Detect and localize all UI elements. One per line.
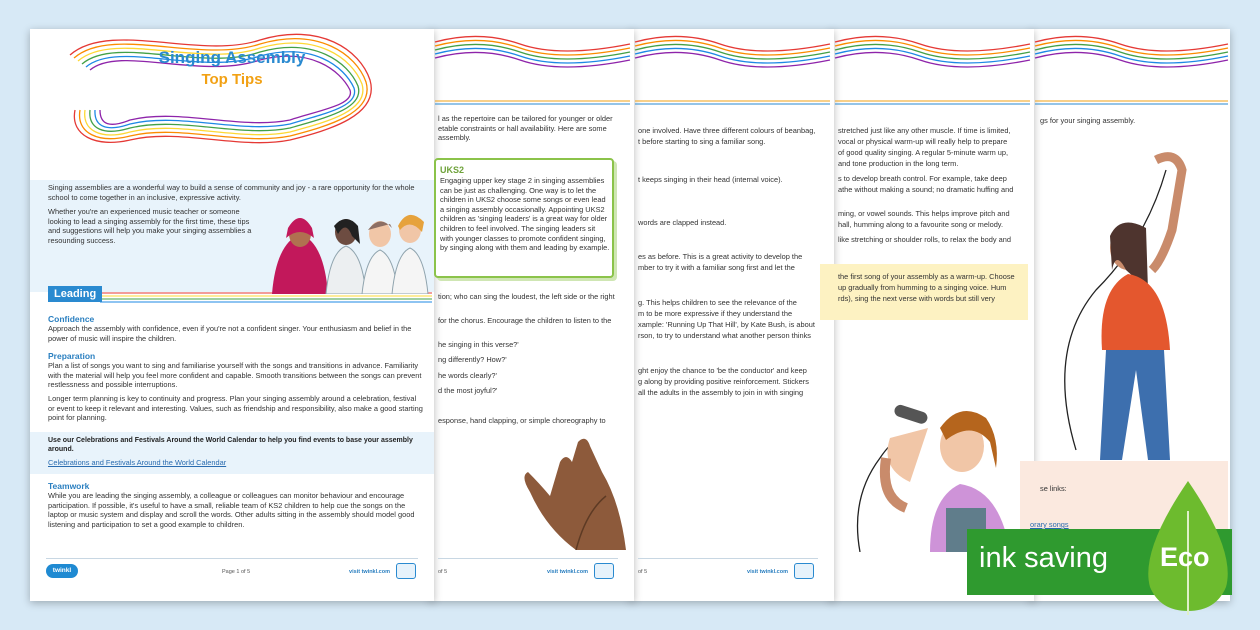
footer-url: visit twinkl.com (547, 569, 588, 575)
page3-line: t keeps singing in their head (internal voice). (638, 175, 783, 184)
ink-saving-text: ink saving (979, 542, 1108, 574)
intro-paragraph-1: Singing assemblies are a wonderful way to build a sense of community and joy - a rare opportunity for the whole school to come together in an inclusive, expressive activity. (48, 183, 415, 202)
warmup-tip-line: rds), sing the next verse with words but still very (838, 294, 995, 303)
page2-line: ng differently? How?' (438, 355, 507, 364)
quality-badge-icon (594, 563, 614, 579)
teamwork-text: While you are leading the singing assembly, a colleague or colleagues can monitor behaviour and encourage participation. If possible, it's useful to have a small, reliable team of KS2 children to help cue the songs on the laptop or music system and display and scroll the words. Other adults sitting in the assembly should model good listening and participation to set a good example to children. (48, 491, 415, 529)
page2-line: for the chorus. Encourage the children to listen to the (438, 316, 612, 325)
page1-footer (46, 558, 418, 580)
page4-line: s to develop breath control. For example, take deep (838, 174, 1007, 183)
page2-line: he words clearly?' (438, 371, 497, 380)
page3-line: words are clapped instead. (638, 218, 727, 227)
page-title: Singing Assembly (158, 48, 306, 67)
page-number: Page 1 of 5 (222, 569, 251, 575)
page4-line: stretched just like any other muscle. If time is limited, (838, 126, 1011, 135)
teamwork-heading: Teamwork (48, 481, 90, 491)
page2-intro-text: l as the repertoire can be tailored for younger or older etable constraints or hall availability. Here are some assembly. (438, 114, 613, 143)
quality-badge-icon (794, 563, 814, 579)
page2-line: d the most joyful?' (438, 386, 498, 395)
page4-line: athe without making a sound; no dramatic huffing and (838, 185, 1014, 194)
page2-line: tion; who can sing the loudest, the left side or the right (438, 292, 615, 301)
page4-line: like stretching or shoulder rolls, to relax the body and (838, 235, 1011, 244)
singing-children-illustration (262, 204, 432, 294)
page3-line: xample: 'Running Up That Hill', by Kate Bush, is about (638, 320, 815, 329)
page4-line: of good quality singing. A regular 5-minute warm up, (838, 148, 1009, 157)
boy-singing-illustration (1056, 150, 1216, 462)
contemporary-songs-link[interactable]: orary songs (1030, 520, 1069, 529)
page3-line: t before starting to sing a familiar song. (638, 137, 766, 146)
clapping-hands-illustration (516, 432, 632, 550)
page3-line: g. This helps children to see the relevance of the (638, 298, 797, 307)
warmup-tip-line: up gradually from humming to a singing voice. Hum (838, 283, 1007, 292)
quality-badge-icon (396, 563, 416, 579)
page-number: of 5 (638, 569, 648, 575)
page2-line: esponse, hand clapping, or simple choreography to (438, 416, 606, 425)
preparation-text-2: Longer term planning is key to continuity and progress. Plan your singing assembly around a celebration, festival or event to keep it relevant and interesting. Values, such as friendship and responsibility, also make a good starting point for planning. (48, 394, 423, 423)
warmup-tip-line: the first song of your assembly as a warm-up. Choose (838, 272, 1015, 281)
confidence-text: Approach the assembly with confidence, even if you're not a confident singer. Your enthusiasm and belief in the power of music will inspire the children. (48, 324, 412, 343)
links-label: se links: (1040, 484, 1067, 493)
preparation-heading: Preparation (48, 351, 96, 361)
page3-line: all the adults in the assembly to join in with singing (638, 388, 804, 397)
page-number: of 5 (438, 569, 448, 575)
page3-line: rson, to try to understand what another person thinks (638, 331, 811, 340)
page2-line: he singing in this verse?' (438, 340, 519, 349)
calendar-callout-text: Use our Celebrations and Festivals Around the World Calendar to help you find events to base your assembly around. (48, 437, 413, 453)
page3-line: m to be more expressive if they understand the (638, 309, 793, 318)
page3-line: mber to try it with a familiar song first and let the (638, 263, 795, 272)
page4-line: hall, humming along to a favourite song or melody. (838, 220, 1004, 229)
page3-footer (638, 558, 818, 580)
page4-line: vocal or physical warm-up will really help to prepare (838, 137, 1008, 146)
footer-url: visit twinkl.com (747, 569, 788, 575)
eco-text: Eco (1160, 542, 1210, 572)
leading-section-header: Leading (48, 286, 102, 302)
page4-line: and tone production in the long term. (838, 159, 959, 168)
twinkl-logo: twinkl (46, 564, 78, 578)
page4-line: ming, or vowel sounds. This helps improve pitch and (838, 209, 1010, 218)
page5-top-line: gs for your singing assembly. (1040, 116, 1136, 125)
page3-line: one involved. Have three different colours of beanbag, (638, 126, 816, 135)
preparation-text-1: Plan a list of songs you want to sing and familiarise yourself with the songs and transitions in advance. Familiarity with the material will help you feel more confident and capable. Smooth transitions between the songs can prevent restlessness and possible interruptions. (48, 361, 422, 390)
page3-line: es as before. This is a great activity to develop the (638, 252, 803, 261)
intro-paragraph-2: Whether you're an experienced music teacher or someone looking to lead a singing assembly for the first time, these tips and suggestions will help you make your singing assemblies a resounding success. (48, 207, 252, 245)
uks2-heading: UKS2 (440, 165, 465, 175)
page3-line: g along by providing positive reinforcement. Stickers (638, 377, 809, 386)
confidence-heading: Confidence (48, 314, 95, 324)
page2-footer (438, 558, 618, 580)
footer-url: visit twinkl.com (349, 569, 390, 575)
page3-line: ght enjoy the chance to 'be the conductor' and keep (638, 366, 807, 375)
page-subtitle: Top Tips (201, 71, 263, 88)
uks2-text: Engaging upper key stage 2 in singing assemblies can be just as challenging. One way is to let the children in UKS2 choose some songs or even lead a singing assembly occasionally. Appointing UKS2 children as 'singing leaders' is a great way for older children to feel involved. The singing leaders sit with younger classes to promote confident singing, by singing along with them and leading by example. (440, 176, 610, 253)
calendar-link[interactable]: Celebrations and Festivals Around the World Calendar (48, 458, 227, 467)
